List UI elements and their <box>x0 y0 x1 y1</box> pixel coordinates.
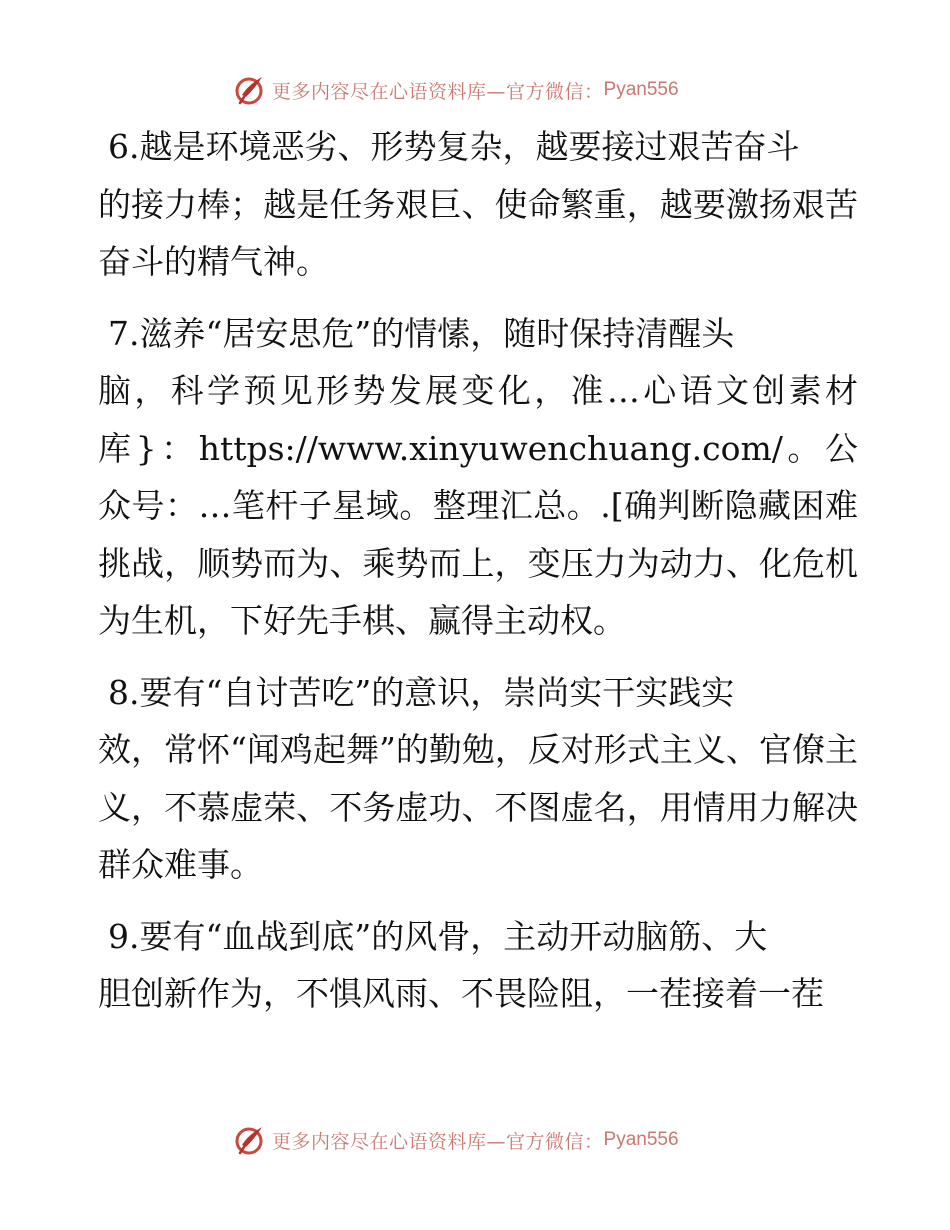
paragraph-8-first-line: 8.要有“自讨苦吃”的意识，崇尚实干实践实 <box>108 672 735 712</box>
paragraph-7-rest: 脑，科学预见形势发展变化，准…心语文创素材库}：https://www.xinyuwenchuang.com/。公众号：…笔杆子星域。整理汇总。.[确判断隐藏困难挑战，顺势而为、乘势而上，变压力为动力、化危机为生机，下好先手棋、赢得主动权。 <box>98 371 858 640</box>
paragraph-9-rest: 胆创新作为，不惧风雨、不畏险阻，一茬接着一茬 <box>98 974 824 1013</box>
header-banner-wechat-id: Pyan556 <box>603 79 679 100</box>
header-banner-text: 更多内容尽在心语资料库—官方微信： <box>272 80 604 103</box>
paragraph-6-rest: 的接力棒；越是任务艰巨、使命繁重，越要激扬艰苦奋斗的精气神。 <box>98 184 858 281</box>
paragraph-6 <box>98 118 858 291</box>
red-quill-logo-icon <box>232 1123 266 1157</box>
paragraph-9-first-line: 9.要有“血战到底”的风骨，主动开动脑筋、大 <box>108 916 768 956</box>
document-body <box>98 118 858 1037</box>
paragraph-6-first-line: 6.越是环境恶劣、形势复杂，越要接过艰苦奋斗 <box>108 127 800 166</box>
paragraph-8 <box>98 664 858 894</box>
paragraph-9 <box>98 908 858 1023</box>
paragraph-7 <box>98 305 858 650</box>
footer-banner-text: 更多内容尽在心语资料库—官方微信： <box>272 1130 604 1153</box>
footer-banner-wechat-id: Pyan556 <box>603 1129 679 1150</box>
paragraph-7-first-line: 7.滋养“居安思危”的情愫，随时保持清醒头 <box>108 313 735 353</box>
red-quill-logo-icon <box>232 73 266 107</box>
footer-banner <box>232 1120 712 1160</box>
paragraph-8-rest: 效，常怀“闻鸡起舞”的勤勉，反对形式主义、官僚主义，不慕虚荣、不务虚功、不图虚名，用情用力解决群众难事。 <box>98 730 858 884</box>
header-banner <box>232 70 712 110</box>
